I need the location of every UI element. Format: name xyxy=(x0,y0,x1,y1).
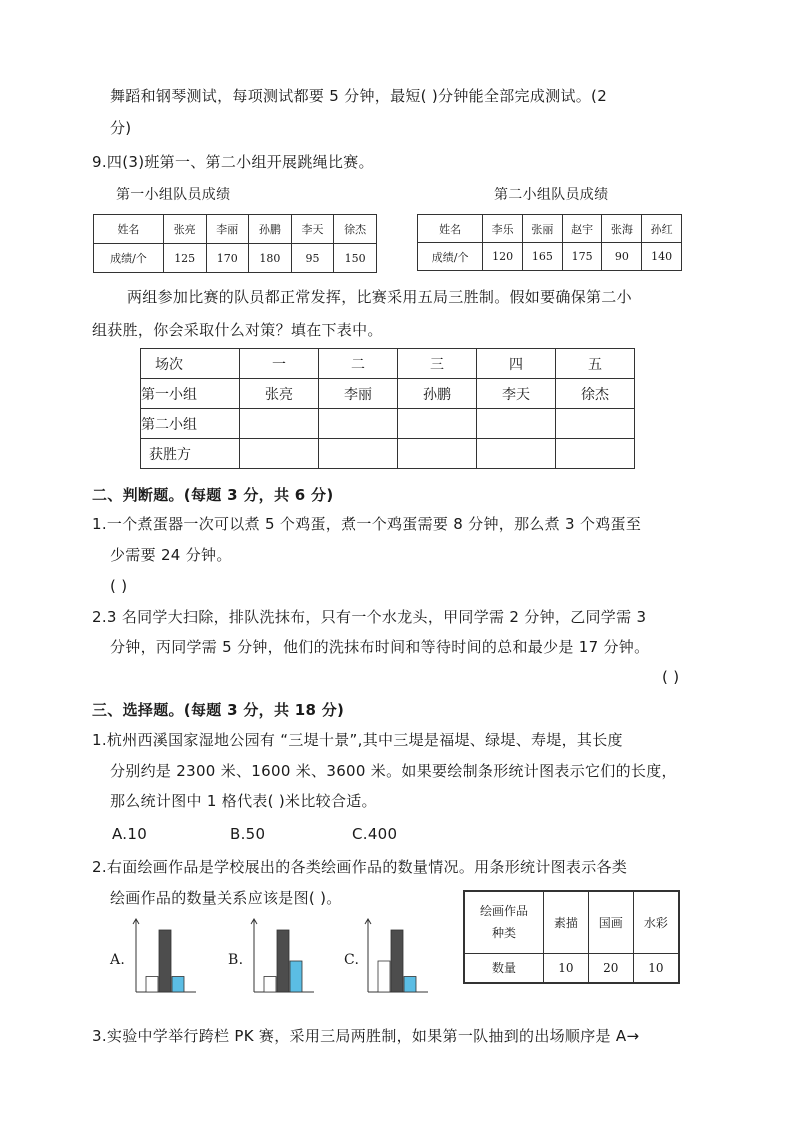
table-cell: 三 xyxy=(398,349,477,379)
table-cell: 姓名 xyxy=(418,215,483,243)
table-cell: 国画 xyxy=(588,891,633,953)
table-cell: 90 xyxy=(602,243,642,271)
table-cell: 李丽 xyxy=(319,379,398,409)
table-cell: 徐杰 xyxy=(334,215,377,244)
table-cell: 获胜方 xyxy=(141,439,240,469)
table-cell: 第二小组 xyxy=(141,409,240,439)
text-line: 3.实验中学举行跨栏 PK 赛，采用三局两胜制，如果第一队抽到的出场顺序是 A→ xyxy=(92,1027,640,1045)
table-cell: 175 xyxy=(562,243,602,271)
table-cell: 125 xyxy=(163,244,206,273)
chart-c-label[interactable]: C. xyxy=(344,952,360,968)
answer-parenthesis[interactable]: ( ) xyxy=(662,668,680,686)
answer-cell[interactable] xyxy=(477,409,556,439)
painting-count-table xyxy=(463,890,680,984)
section-3-title: 三、选择题。(每题 3 分，共 18 分) xyxy=(92,701,345,719)
answer-cell[interactable] xyxy=(477,439,556,469)
group2-score-table xyxy=(417,214,682,271)
table-cell: 张亮 xyxy=(240,379,319,409)
watercolor-bar xyxy=(290,961,302,992)
question-9-stem: 9.四(3)班第一、第二小组开展跳绳比赛。 xyxy=(92,153,374,171)
text-line: 分钟，丙同学需 5 分钟，他们的洗抹布时间和等待时间的总和最少是 17 分钟。 xyxy=(110,638,650,656)
sketch-bar xyxy=(146,977,158,993)
answer-cell[interactable] xyxy=(240,409,319,439)
answer-cell[interactable] xyxy=(398,409,477,439)
table-cell: 姓名 xyxy=(94,215,164,244)
table-cell: 素描 xyxy=(544,891,589,953)
table-cell: 20 xyxy=(588,953,633,983)
table-cell: 张海 xyxy=(602,215,642,243)
table-cell: 李丽 xyxy=(206,215,249,244)
table-cell: 四 xyxy=(477,349,556,379)
answer-cell[interactable] xyxy=(240,439,319,469)
text-line: 2.3 名同学大扫除，排队洗抹布，只有一个水龙头，甲同学需 2 分钟，乙同学需 3 xyxy=(92,608,647,626)
group2-table-title: 第二小组队员成绩 xyxy=(494,187,609,203)
text-line: 分) xyxy=(110,119,132,137)
sketch-bar xyxy=(264,977,276,993)
option-c[interactable]: C.400 xyxy=(352,825,398,843)
text-line: 少需要 24 分钟。 xyxy=(110,546,232,564)
table-cell: 成绩/个 xyxy=(418,243,483,271)
table-cell: 李天 xyxy=(477,379,556,409)
chart-c[interactable] xyxy=(362,918,432,998)
section-2-title: 二、判断题。(每题 3 分，共 6 分) xyxy=(92,486,334,504)
answer-cell[interactable] xyxy=(398,439,477,469)
table-cell: 170 xyxy=(206,244,249,273)
table-cell: 10 xyxy=(633,953,679,983)
text-line: 1.一个煮蛋器一次可以煮 5 个鸡蛋，煮一个鸡蛋需要 8 分钟，那么煮 3 个鸡蛋至 xyxy=(92,515,642,533)
table-cell: 张亮 xyxy=(163,215,206,244)
table-cell: 孙鹏 xyxy=(249,215,292,244)
table-cell: 10 xyxy=(544,953,589,983)
table-cell: 李天 xyxy=(291,215,334,244)
table-cell: 165 xyxy=(522,243,562,271)
sketch-bar xyxy=(378,961,390,992)
text-line: 舞蹈和钢琴测试，每项测试都要 5 分钟，最短( )分钟能全部完成测试。(2 xyxy=(110,87,608,105)
table-cell: 二 xyxy=(319,349,398,379)
chart-b[interactable] xyxy=(248,918,318,998)
table-cell: 场次 xyxy=(141,349,240,379)
answer-cell[interactable] xyxy=(319,409,398,439)
answer-cell[interactable] xyxy=(319,439,398,469)
table-cell: 140 xyxy=(642,243,682,271)
text-line: 2.右面绘画作品是学校展出的各类绘画作品的数量情况。用条形统计图表示各类 xyxy=(92,858,628,876)
table-cell: 李乐 xyxy=(483,215,523,243)
chinese-painting-bar xyxy=(159,930,171,992)
watercolor-bar xyxy=(404,977,416,993)
table-cell: 孙鹏 xyxy=(398,379,477,409)
chart-b-label[interactable]: B. xyxy=(228,952,244,968)
answer-cell[interactable] xyxy=(556,439,635,469)
text-line: 那么统计图中 1 格代表( )米比较合适。 xyxy=(110,792,377,810)
answer-cell[interactable] xyxy=(556,409,635,439)
table-cell: 赵宇 xyxy=(562,215,602,243)
chinese-painting-bar xyxy=(277,930,289,992)
text-line: 组获胜，你会采取什么对策？填在下表中。 xyxy=(92,321,383,339)
option-a[interactable]: A.10 xyxy=(112,825,148,843)
table-cell: 第一小组 xyxy=(141,379,240,409)
table-cell: 成绩/个 xyxy=(94,244,164,273)
table-cell: 水彩 xyxy=(633,891,679,953)
text-line: 两组参加比赛的队员都正常发挥，比赛采用五局三胜制。假如要确保第二小 xyxy=(127,288,632,306)
table-cell: 一 xyxy=(240,349,319,379)
chart-a-label[interactable]: A. xyxy=(110,952,126,968)
group1-table-title: 第一小组队员成绩 xyxy=(116,187,231,203)
table-cell: 张丽 xyxy=(522,215,562,243)
chinese-painting-bar xyxy=(391,930,403,992)
answer-parenthesis[interactable]: ( ) xyxy=(110,577,128,595)
chart-a[interactable] xyxy=(130,918,200,998)
table-cell: 徐杰 xyxy=(556,379,635,409)
table-cell: 150 xyxy=(334,244,377,273)
text-line: 分别约是 2300 米、1600 米、3600 米。如果要绘制条形统计图表示它们的长度， xyxy=(110,762,677,780)
table-cell: 五 xyxy=(556,349,635,379)
table-cell: 孙红 xyxy=(642,215,682,243)
table-cell: 绘画作品 种类 xyxy=(464,891,544,953)
text-line: 1.杭州西溪国家湿地公园有 “三堤十景”,其中三堤是福堤、绿堤、寿堤，其长度 xyxy=(92,731,623,749)
table-cell: 95 xyxy=(291,244,334,273)
text-line: 绘画作品的数量关系应该是图( )。 xyxy=(110,889,342,907)
table-cell: 120 xyxy=(483,243,523,271)
watercolor-bar xyxy=(172,977,184,993)
strategy-table xyxy=(140,348,635,469)
table-cell: 数量 xyxy=(464,953,544,983)
option-b[interactable]: B.50 xyxy=(230,825,266,843)
table-cell: 180 xyxy=(249,244,292,273)
group1-score-table xyxy=(93,214,377,273)
